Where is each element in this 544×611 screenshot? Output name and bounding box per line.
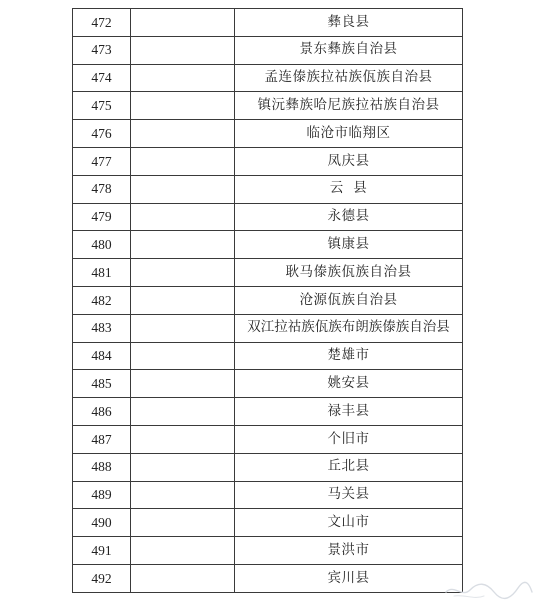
empty-cell [131,175,235,203]
table-row [73,453,463,481]
county-name: 永德县 [235,203,463,231]
row-number: 485 [73,370,131,398]
row-number: 489 [73,481,131,509]
table-row [73,259,463,287]
county-name: 沧源佤族自治县 [235,286,463,314]
row-number: 486 [73,398,131,426]
empty-cell [131,453,235,481]
table-row [73,64,463,92]
table-row [73,231,463,259]
row-number: 488 [73,453,131,481]
row-number: 478 [73,175,131,203]
county-name: 景洪市 [235,537,463,565]
row-number: 480 [73,231,131,259]
county-name: 文山市 [235,509,463,537]
row-number: 487 [73,425,131,453]
empty-cell [131,425,235,453]
county-name: 凤庆县 [235,147,463,175]
empty-cell [131,9,235,37]
empty-cell [131,120,235,148]
table-row [73,175,463,203]
table-row [73,342,463,370]
empty-cell [131,398,235,426]
empty-cell [131,231,235,259]
empty-cell [131,286,235,314]
county-name: 孟连傣族拉祜族佤族自治县 [235,64,463,92]
row-number: 477 [73,147,131,175]
row-number: 481 [73,259,131,287]
row-number: 491 [73,537,131,565]
table-row [73,564,463,592]
empty-cell [131,203,235,231]
county-name: 马关县 [235,481,463,509]
row-number: 483 [73,314,131,342]
county-name: 姚安县 [235,370,463,398]
table-row [73,314,463,342]
table-row [73,398,463,426]
county-name: 耿马傣族佤族自治县 [235,259,463,287]
table-row [73,286,463,314]
empty-cell [131,342,235,370]
county-list-table [72,8,463,593]
empty-cell [131,564,235,592]
county-name: 宾川县 [235,564,463,592]
row-number: 482 [73,286,131,314]
empty-cell [131,92,235,120]
table-row [73,147,463,175]
table-row [73,203,463,231]
table-row [73,370,463,398]
row-number: 473 [73,36,131,64]
row-number: 479 [73,203,131,231]
table-row [73,9,463,37]
empty-cell [131,314,235,342]
empty-cell [131,147,235,175]
table-body [73,9,463,593]
row-number: 490 [73,509,131,537]
county-name: 禄丰县 [235,398,463,426]
county-name: 临沧市临翔区 [235,120,463,148]
county-name: 镇康县 [235,231,463,259]
row-number: 472 [73,9,131,37]
empty-cell [131,259,235,287]
county-name: 镇沅彝族哈尼族拉祜族自治县 [235,92,463,120]
empty-cell [131,64,235,92]
empty-cell [131,481,235,509]
table-row [73,120,463,148]
county-name: 彝良县 [235,9,463,37]
empty-cell [131,36,235,64]
row-number: 484 [73,342,131,370]
county-name: 丘北县 [235,453,463,481]
watermark-scribble-icon [440,574,536,604]
table-row [73,425,463,453]
row-number: 474 [73,64,131,92]
empty-cell [131,370,235,398]
county-name: 景东彝族自治县 [235,36,463,64]
table-row [73,92,463,120]
row-number: 476 [73,120,131,148]
empty-cell [131,537,235,565]
table-row [73,537,463,565]
table-row [73,481,463,509]
table-row [73,509,463,537]
county-name: 云 县 [235,175,463,203]
empty-cell [131,509,235,537]
row-number: 475 [73,92,131,120]
row-number: 492 [73,564,131,592]
county-name: 楚雄市 [235,342,463,370]
table-row [73,36,463,64]
county-name: 双江拉祜族佤族布朗族傣族自治县 [235,314,463,342]
county-name: 个旧市 [235,425,463,453]
